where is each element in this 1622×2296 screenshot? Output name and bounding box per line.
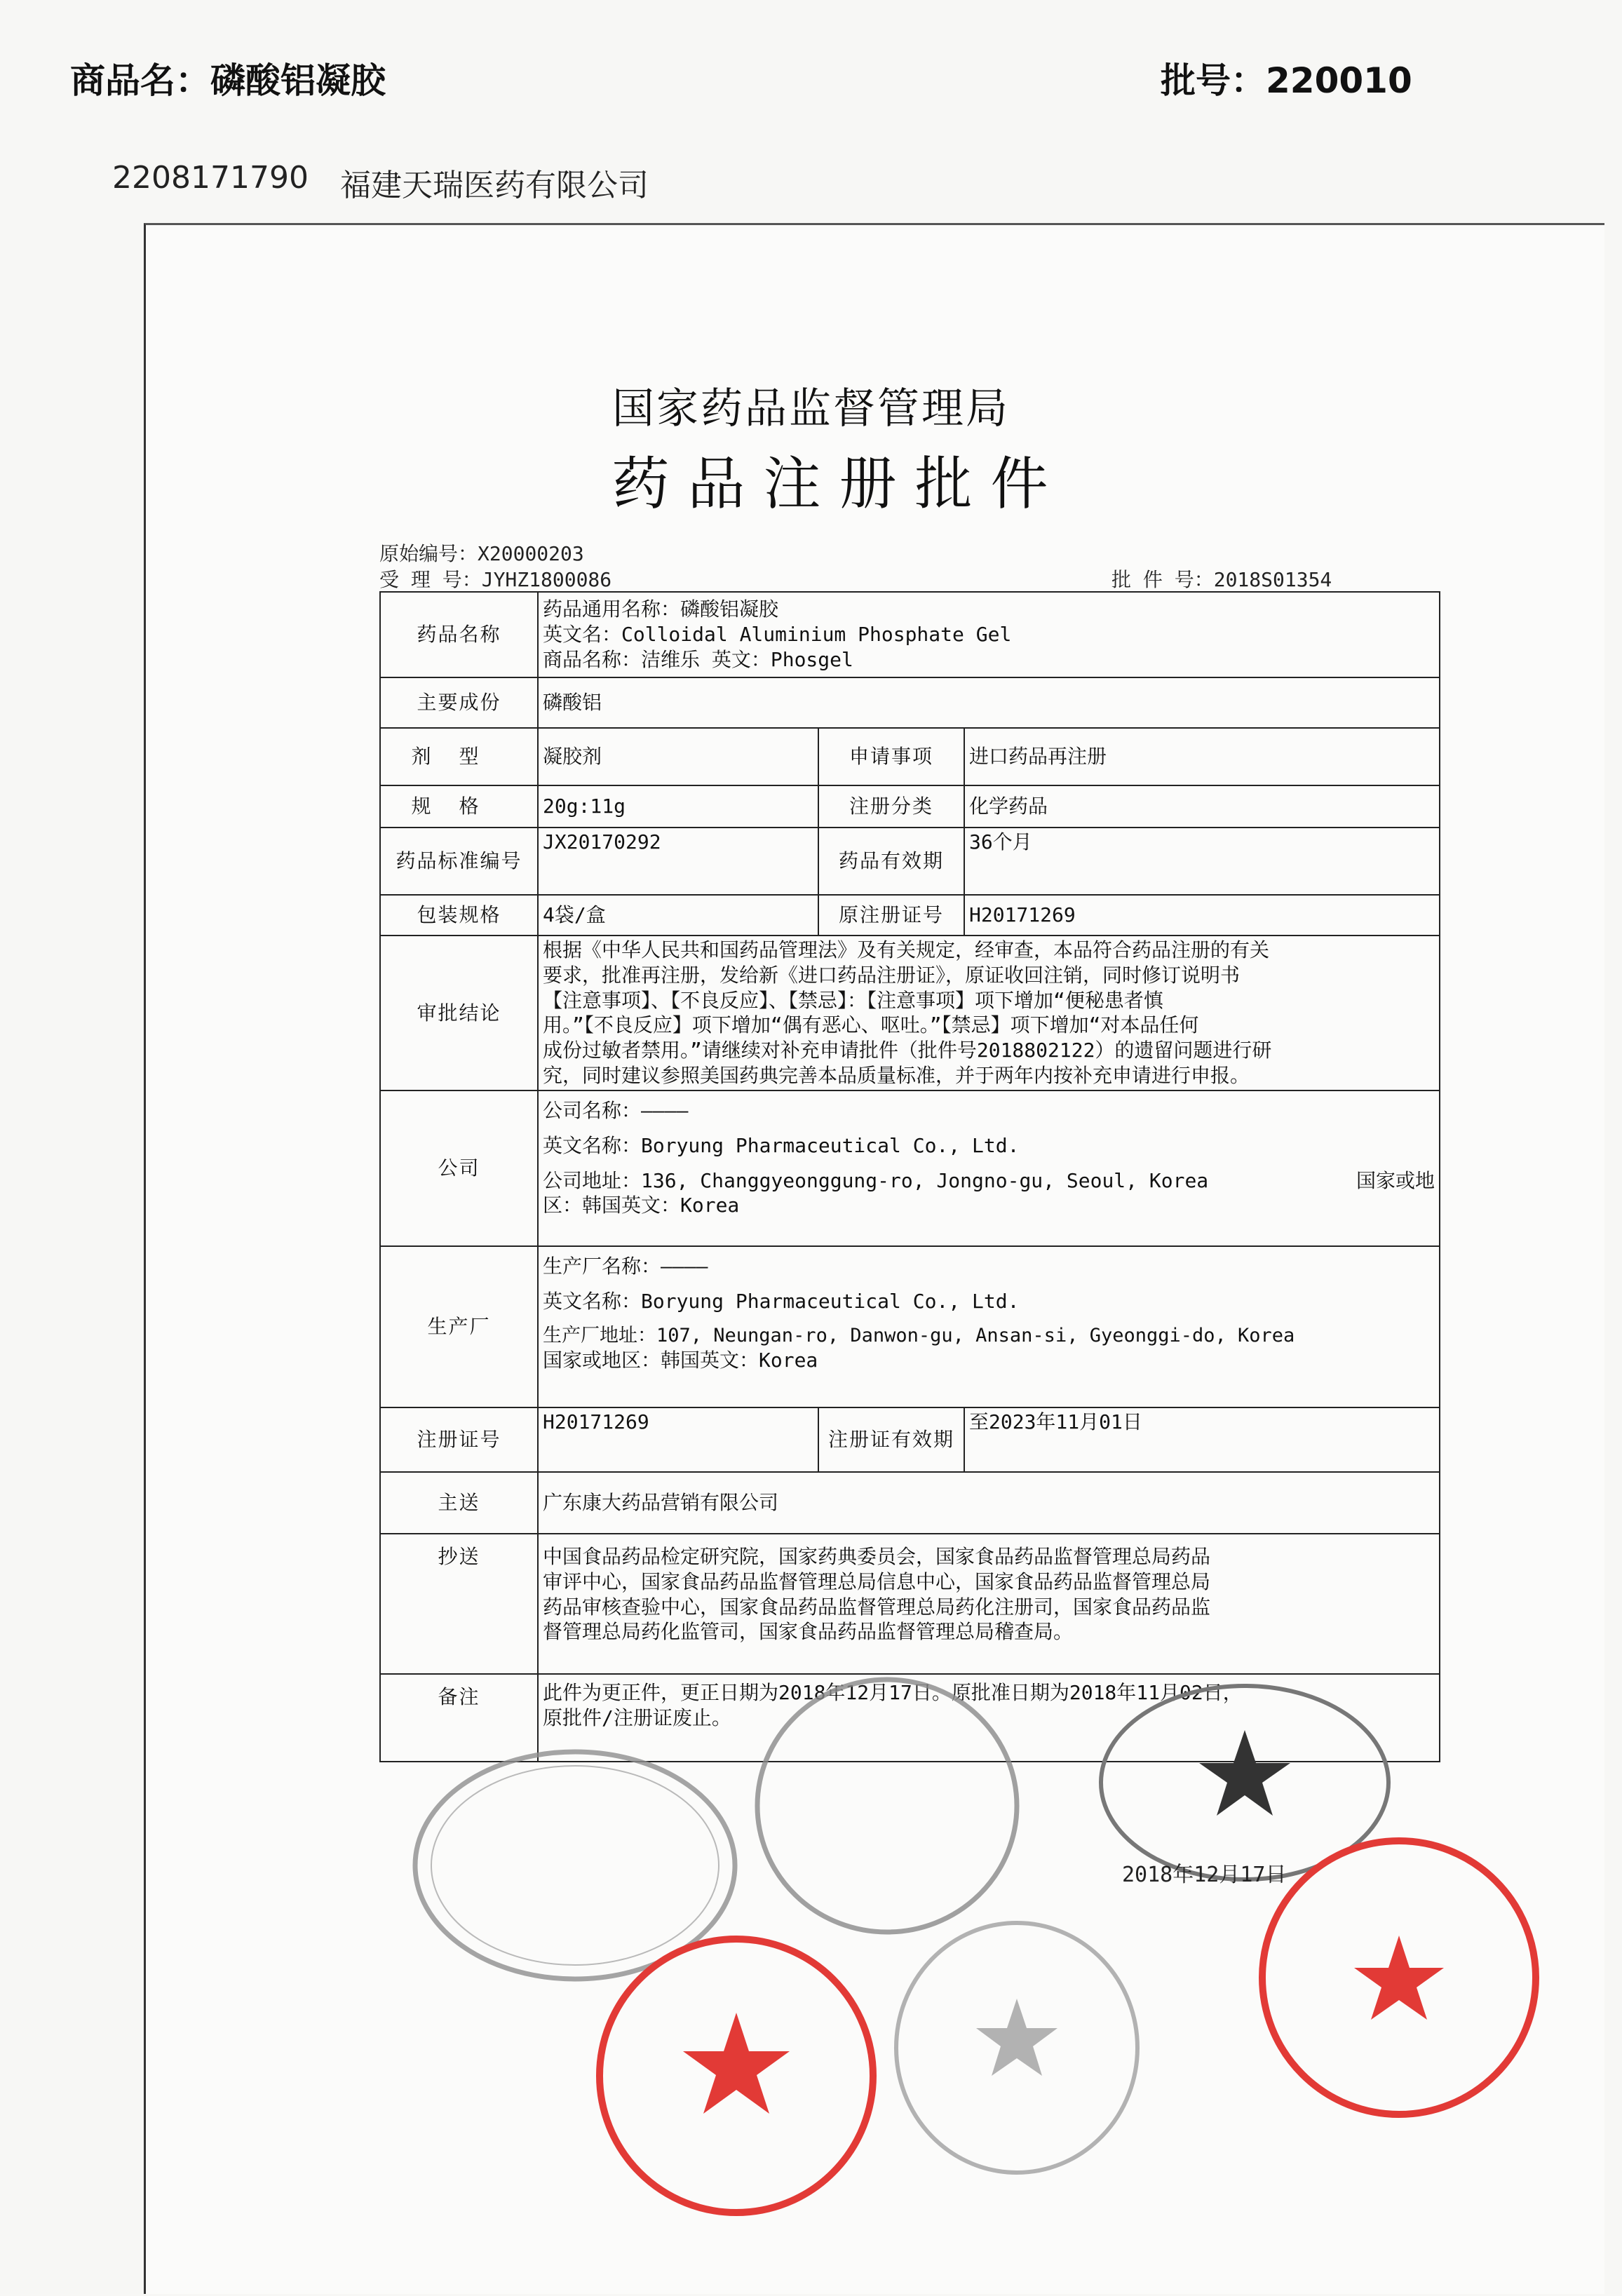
document-title: 药品注册批件 [611, 451, 1067, 518]
company-name: 福建天瑞医药有限公司 [340, 168, 649, 203]
product-name-label: 商品名：磷酸铝凝胶 [70, 60, 386, 101]
authority-seal-date: 2018年12月17日 [1122, 1863, 1287, 1887]
row-reg-cert: 注册证号 H20171269 注册证有效期 至2023年11月01日 [380, 1407, 1440, 1472]
row-main-recipient: 主送 广东康大药品营销有限公司 [380, 1472, 1440, 1534]
row-drug-name [380, 592, 1440, 677]
document-code: 2208171790 [112, 160, 309, 196]
remarks-text: 此件为更正件，更正日期为2018年12月17日。原批准日期为2018年11月02日， 原批件/注册证废止。 [538, 1674, 1440, 1762]
company-info: 公司名称：———— 英文名称：Boryung Pharmaceutical Co., Ltd. 公司地址：136, Changgyeonggung-ro, Jongno-gu, Seoul, Korea 国家或地 区：韩国英文：Korea [538, 1090, 1440, 1246]
original-number: 原始编号：X20000203 [379, 542, 584, 565]
cc-text: 中国食品药品检定研究院，国家药典委员会，国家食品药品监督管理总局药品 审评中心，国家食品药品监督管理总局信息中心，国家食品药品监督管理总局 药品审核查验中心，国家食品药品监督管理总局药化注册司，国家食品药品监 督管理总局药化监管司，国家食品药品监督管理总局稽查局。 [538, 1534, 1440, 1674]
row-remarks: 备注 此件为更正件，更正日期为2018年12月17日。原批准日期为2018年11月02日， 原批件/注册证废止。 [380, 1674, 1440, 1762]
approval-number: 批 件 号：2018S01354 [1111, 568, 1332, 591]
row-main-ingredient: 主要成份 磷酸铝 [380, 677, 1440, 728]
drug-name-value: 药品通用名称：磷酸铝凝胶 英文名：Colloidal Aluminium Phosphate Gel 商品名称：洁维乐 英文：Phosgel [538, 592, 1440, 677]
drug-name-label: 药品名称 [380, 592, 538, 677]
row-specification: 规格 20g:11g 注册分类 化学药品 [380, 785, 1440, 828]
row-manufacturer: 生产厂 生产厂名称：———— 英文名称：Boryung Pharmaceutical Co., Ltd. 生产厂地址：107, Neungan-ro, Danwon-gu, Ansan-si, Gyeonggi-do, Korea 国家或地区：韩国英文：Korea [380, 1246, 1440, 1407]
row-company: 公司 公司名称：———— 英文名称：Boryung Pharmaceutical Co., Ltd. 公司地址：136, Changgyeonggung-ro, Jongno-gu, Seoul, Korea 国家或地 区：韩国英文：Korea [380, 1090, 1440, 1246]
row-standard-number: 药品标准编号 JX20170292 药品有效期 36个月 [380, 828, 1440, 895]
acceptance-number: 受 理 号：JYHZ1800086 [379, 568, 612, 591]
manufacturer-info: 生产厂名称：———— 英文名称：Boryung Pharmaceutical Co., Ltd. 生产厂地址：107, Neungan-ro, Danwon-gu, Ansan-si, Gyeonggi-do, Korea 国家或地区：韩国英文：Korea [538, 1246, 1440, 1407]
row-conclusion: 审批结论 根据《中华人民共和国药品管理法》及有关规定，经审查，本品符合药品注册的有关 要求，批准再注册，发给新《进口药品注册证》，原证收回注销，同时修订说明书 【注意事项】、【不良反应】、【禁忌】：【注意事项】项下增加“便秘患者慎 用。”【不良反应】项下增加“偶有恶心、呕吐。”【禁忌】项下增加“对本品任何 成份过敏者禁用。”请继续对补充申请批件（批件号2018802122）的遗留问题进行研 究，同时建议参照美国药典完善本品质量标准，并于两年内按补充申请进行申报。 [380, 936, 1440, 1090]
row-package: 包装规格 4袋/盒 原注册证号 H20171269 [380, 895, 1440, 936]
batch-number-label: 批号：220010 [1161, 60, 1412, 101]
row-dosage-form: 剂型 凝胶剂 申请事项 进口药品再注册 [380, 728, 1440, 785]
row-cc: 抄送 中国食品药品检定研究院，国家药典委员会，国家食品药品监督管理总局药品 审评中心，国家食品药品监督管理总局信息中心，国家食品药品监督管理总局 药品审核查验中心，国家食品药品监督管理总局药化注册司，国家食品药品监 督管理总局药化监管司，国家食品药品监督管理总局稽查局。 [380, 1534, 1440, 1674]
conclusion-text: 根据《中华人民共和国药品管理法》及有关规定，经审查，本品符合药品注册的有关 要求，批准再注册，发给新《进口药品注册证》，原证收回注销，同时修订说明书 【注意事项】、【不良反应】、【禁忌】：【注意事项】项下增加“便秘患者慎 用。”【不良反应】项下增加“偶有恶心、呕吐。”【禁忌】项下增加“对本品任何 成份过敏者禁用。”请继续对补充申请批件（批件号2018802122）的遗留问题进行研 究，同时建议参照美国药典完善本品质量标准，并于两年内按补充申请进行申报。 [538, 936, 1440, 1090]
issuing-authority: 国家药品监督管理局 [612, 384, 1010, 433]
registration-table [379, 591, 1440, 1762]
